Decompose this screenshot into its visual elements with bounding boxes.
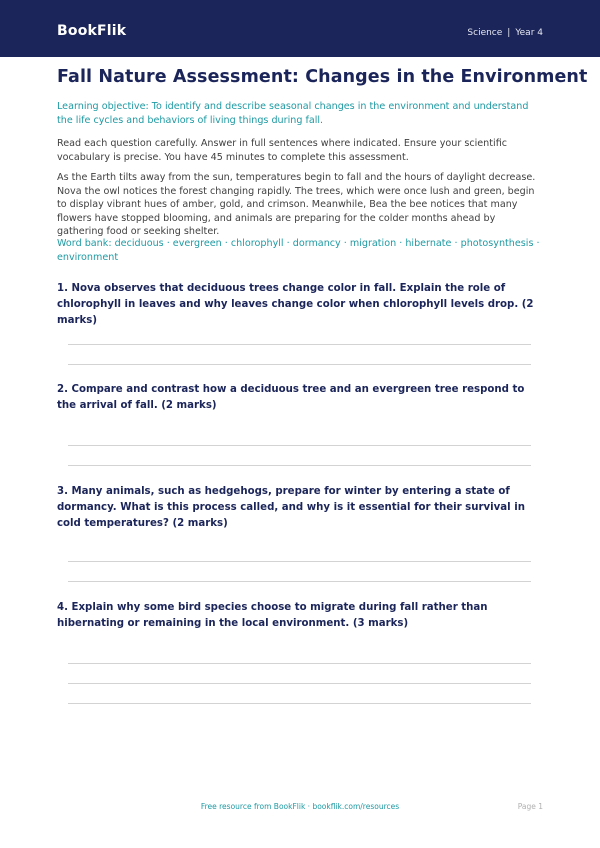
brand-logo[interactable]: BookFlik	[57, 23, 127, 39]
answer-line[interactable]	[68, 465, 531, 466]
page-number: Page 1	[517, 802, 543, 811]
story-passage: As the Earth tilts away from the sun, temperatures begin to fall and the hours of daylight decrease. Nova the owl notices the forest changing rapidly. The trees, which were once lush and green, begin to display vibrant hues of amber, gold, and crimson. Meanwhile, Bea the bee notices that many flowers have stopped blooming, and animals are preparing for the colder months ahead by gathering food or seeking shelter.	[57, 172, 536, 237]
answer-line[interactable]	[68, 703, 531, 704]
meta-separator: |	[507, 28, 511, 38]
question-3: 3. Many animals, such as hedgehogs, prepare for winter by entering a state of dormancy. What is this process called, and why is it essential for their survival in cold temperatures? (2 marks)	[57, 486, 525, 529]
page-header	[0, 0, 600, 57]
question-1: 1. Nova observes that deciduous trees change color in fall. Explain the role of chlorophyll in leaves and why leaves change color when chlorophyll levels drop. (2 marks)	[57, 283, 534, 326]
instructions: Read each question carefully. Answer in full sentences where indicated. Ensure your scientific vocabulary is precise. You have 45 minutes to complete this assessment.	[57, 138, 508, 163]
subject-label: Science	[467, 28, 503, 38]
subject-year-label	[467, 27, 543, 39]
worksheet-title: Fall Nature Assessment: Changes in the Environment	[57, 67, 588, 87]
answer-line[interactable]	[68, 683, 531, 684]
answer-line[interactable]	[68, 561, 531, 562]
question-4: 4. Explain why some bird species choose to migrate during fall rather than hibernating or remaining in the local environment. (3 marks)	[57, 602, 488, 629]
footer-resource-link[interactable]: Free resource from BookFlik · bookflik.com/resources	[200, 802, 400, 811]
answer-line[interactable]	[68, 663, 531, 664]
word-bank: Word bank: deciduous · evergreen · chlorophyll · dormancy · migration · hibernate · photosynthesis · environment	[57, 238, 540, 263]
question-2: 2. Compare and contrast how a deciduous tree and an evergreen tree respond to the arrival of fall. (2 marks)	[57, 384, 525, 411]
answer-line[interactable]	[68, 364, 531, 365]
learning-objective: Learning objective: To identify and describe seasonal changes in the environment and understand the life cycles and behaviors of living things during fall.	[57, 101, 529, 126]
answer-line[interactable]	[68, 344, 531, 345]
answer-line[interactable]	[68, 581, 531, 582]
answer-line[interactable]	[68, 445, 531, 446]
year-label: Year 4	[515, 28, 543, 38]
